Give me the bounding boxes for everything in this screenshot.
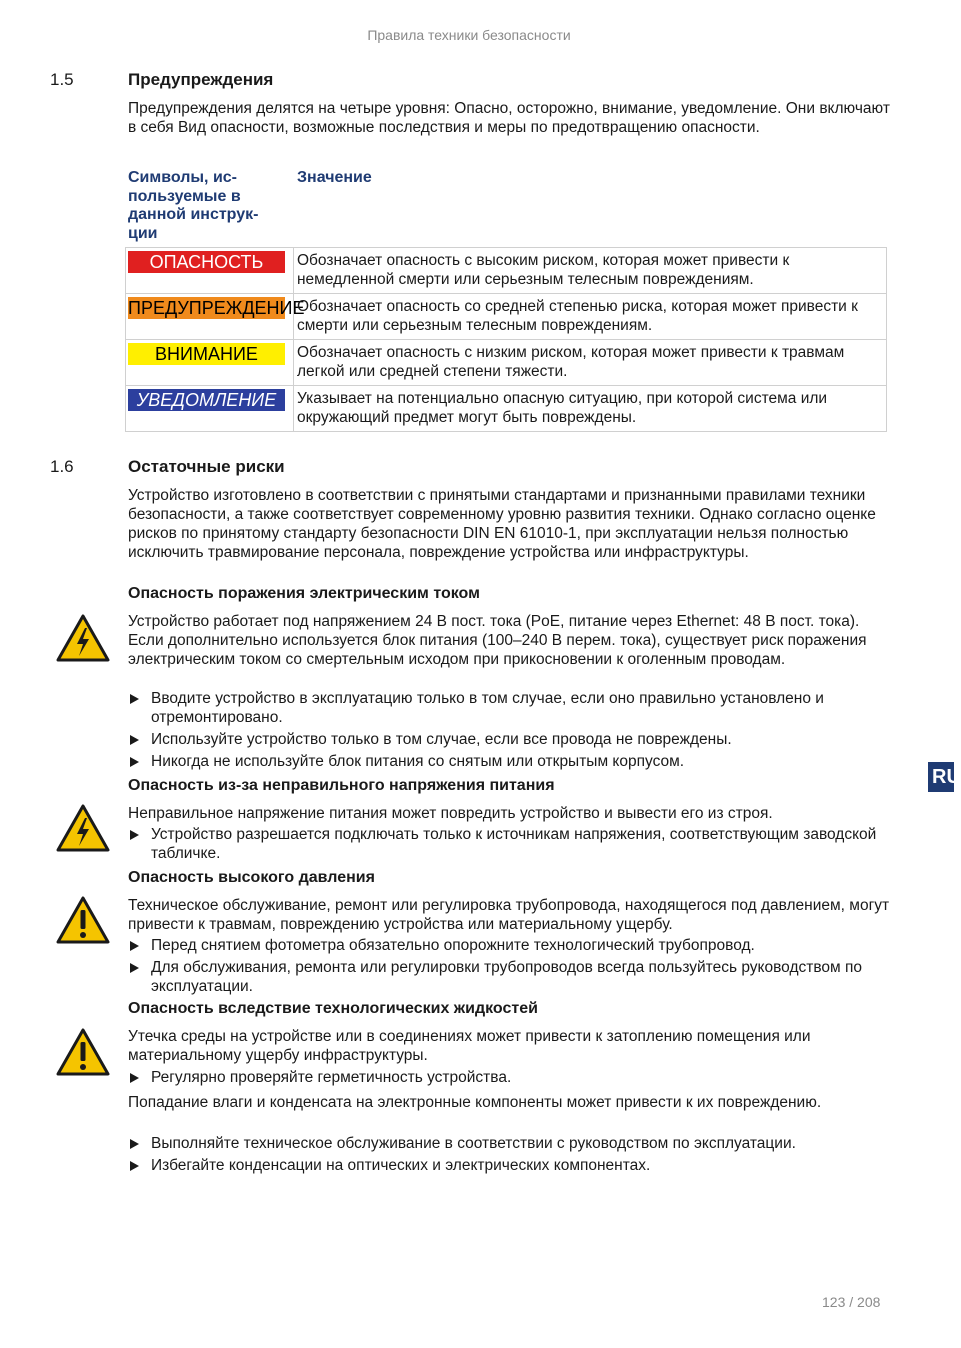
running-head: Правила техники безопасности [367,27,571,43]
hazard-title: Опасность из-за неправильного напряжения питания [128,777,555,794]
row-description: Обозначает опасность с высоким риском, которая может привести к немедленной смерти или серьезным телесным повреждениям. [294,248,887,294]
hazard-bullets [128,936,890,999]
section-number: 1.5 [50,70,74,89]
section-heading-1-5 [50,70,273,90]
notice-badge: УВЕДОМЛЕНИЕ [128,389,285,411]
list-item: Используйте устройство только в том случае, если все провода не повреждены. [128,730,890,749]
electric-hazard-icon [56,614,110,662]
hazard-description: Техническое обслуживание, ремонт или регулировка трубопровода, находящегося под давлением, могут привести к травмам, повреждению устройства или материальному ущербу. [128,897,890,933]
warnings-intro: Предупреждения делятся на четыре уровня: Опасно, осторожно, внимание, уведомление. Они включают в себя Вид опасности, возможные последствия и меры по предотвращению опасности. [128,100,890,136]
signal-words-table [125,247,887,432]
list-item: Регулярно проверяйте герметичность устройства. [128,1068,890,1087]
hazard-description: Утечка среды на устройстве или в соединениях может привести к затоплению помещения или материальному ущербу инфраструктуры. [128,1028,811,1064]
section-title: Остаточные риски [128,457,285,476]
hazard-title: Опасность высокого давления [128,869,375,886]
table-row [126,386,887,432]
electric-hazard-icon [56,804,110,852]
table-row [126,294,887,340]
general-warning-icon [56,896,110,944]
hazard-bullets-2 [128,1134,890,1178]
list-item: Для обслуживания, ремонта или регулировки трубопроводов всегда пользуйтесь руководством по эксплуатации. [128,958,890,996]
section-heading-1-6 [50,457,285,477]
hazard-bullets [128,689,890,774]
row-description: Обозначает опасность со средней степенью риска, которая может привести к смерти или серьезным телесным повреждениям. [294,294,887,340]
list-item: Никогда не используйте блок питания со снятым или открытым корпусом. [128,752,890,771]
list-item: Вводите устройство в эксплуатацию только в том случае, если оно правильно установлено и отремонтировано. [128,689,890,727]
list-item: Избегайте конденсации на оптических и электрических компонентах. [128,1156,890,1175]
warning-badge: ПРЕДУПРЕЖДЕНИЕ [128,298,305,318]
hazard-bullets [128,825,890,866]
page-number: 123 / 208 [822,1294,881,1310]
row-description: Обозначает опасность с низким риском, которая может привести к травмам легкой или средней степени тяжести. [294,340,887,386]
language-tab: RU [928,762,954,792]
col-header-meaning: Значение [297,169,372,186]
general-warning-icon [56,1028,110,1076]
hazard-description: Неправильное напряжение питания может повредить устройство и вывести его из строя. [128,805,773,822]
col-header-symbols: Символы, ис- пользуемые в данной инструк- ции [128,169,259,242]
danger-badge: ОПАСНОСТЬ [128,251,285,273]
hazard-title: Опасность вследствие технологических жидкостей [128,1000,538,1017]
hazard-description: Устройство работает под напряжением 24 В пост. тока (PoE, питание через Ethernet: 48 В пост. тока). Если дополнительно используется блок питания (100–240 В перем. тока), существует риск поражения электрическим током со смертельным исходом при прикосновении к оголенным проводам. [128,613,867,668]
residual-risks-intro: Устройство изготовлено в соответствии с принятыми стандартами и признанными правилами техники безопасности, а также соответствует современному уровню развития техники. Однако согласно оценке рисков по принятому стандарту безопасности DIN EN 61010-1, при эксплуатации нельзя полностью исключить травмирование персонала, повреждение устройства или инфраструктуры. [128,487,876,561]
caution-badge: ВНИМАНИЕ [128,343,285,365]
row-description: Указывает на потенциально опасную ситуацию, при которой система или окружающий предмет могут быть повреждены. [294,386,887,432]
table-row [126,340,887,386]
hazard-title: Опасность поражения электрическим током [128,585,480,602]
list-item: Перед снятием фотометра обязательно опорожните технологический трубопровод. [128,936,890,955]
list-item: Устройство разрешается подключать только к источникам напряжения, соответствующим заводской табличке. [128,825,890,863]
list-item: Выполняйте техническое обслуживание в соответствии с руководством по эксплуатации. [128,1134,890,1153]
section-number: 1.6 [50,457,74,476]
section-title: Предупреждения [128,70,274,89]
hazard-description-2: Попадание влаги и конденсата на электронные компоненты может привести к их повреждению. [128,1094,822,1111]
table-row [126,248,887,294]
hazard-bullets [128,1068,890,1090]
